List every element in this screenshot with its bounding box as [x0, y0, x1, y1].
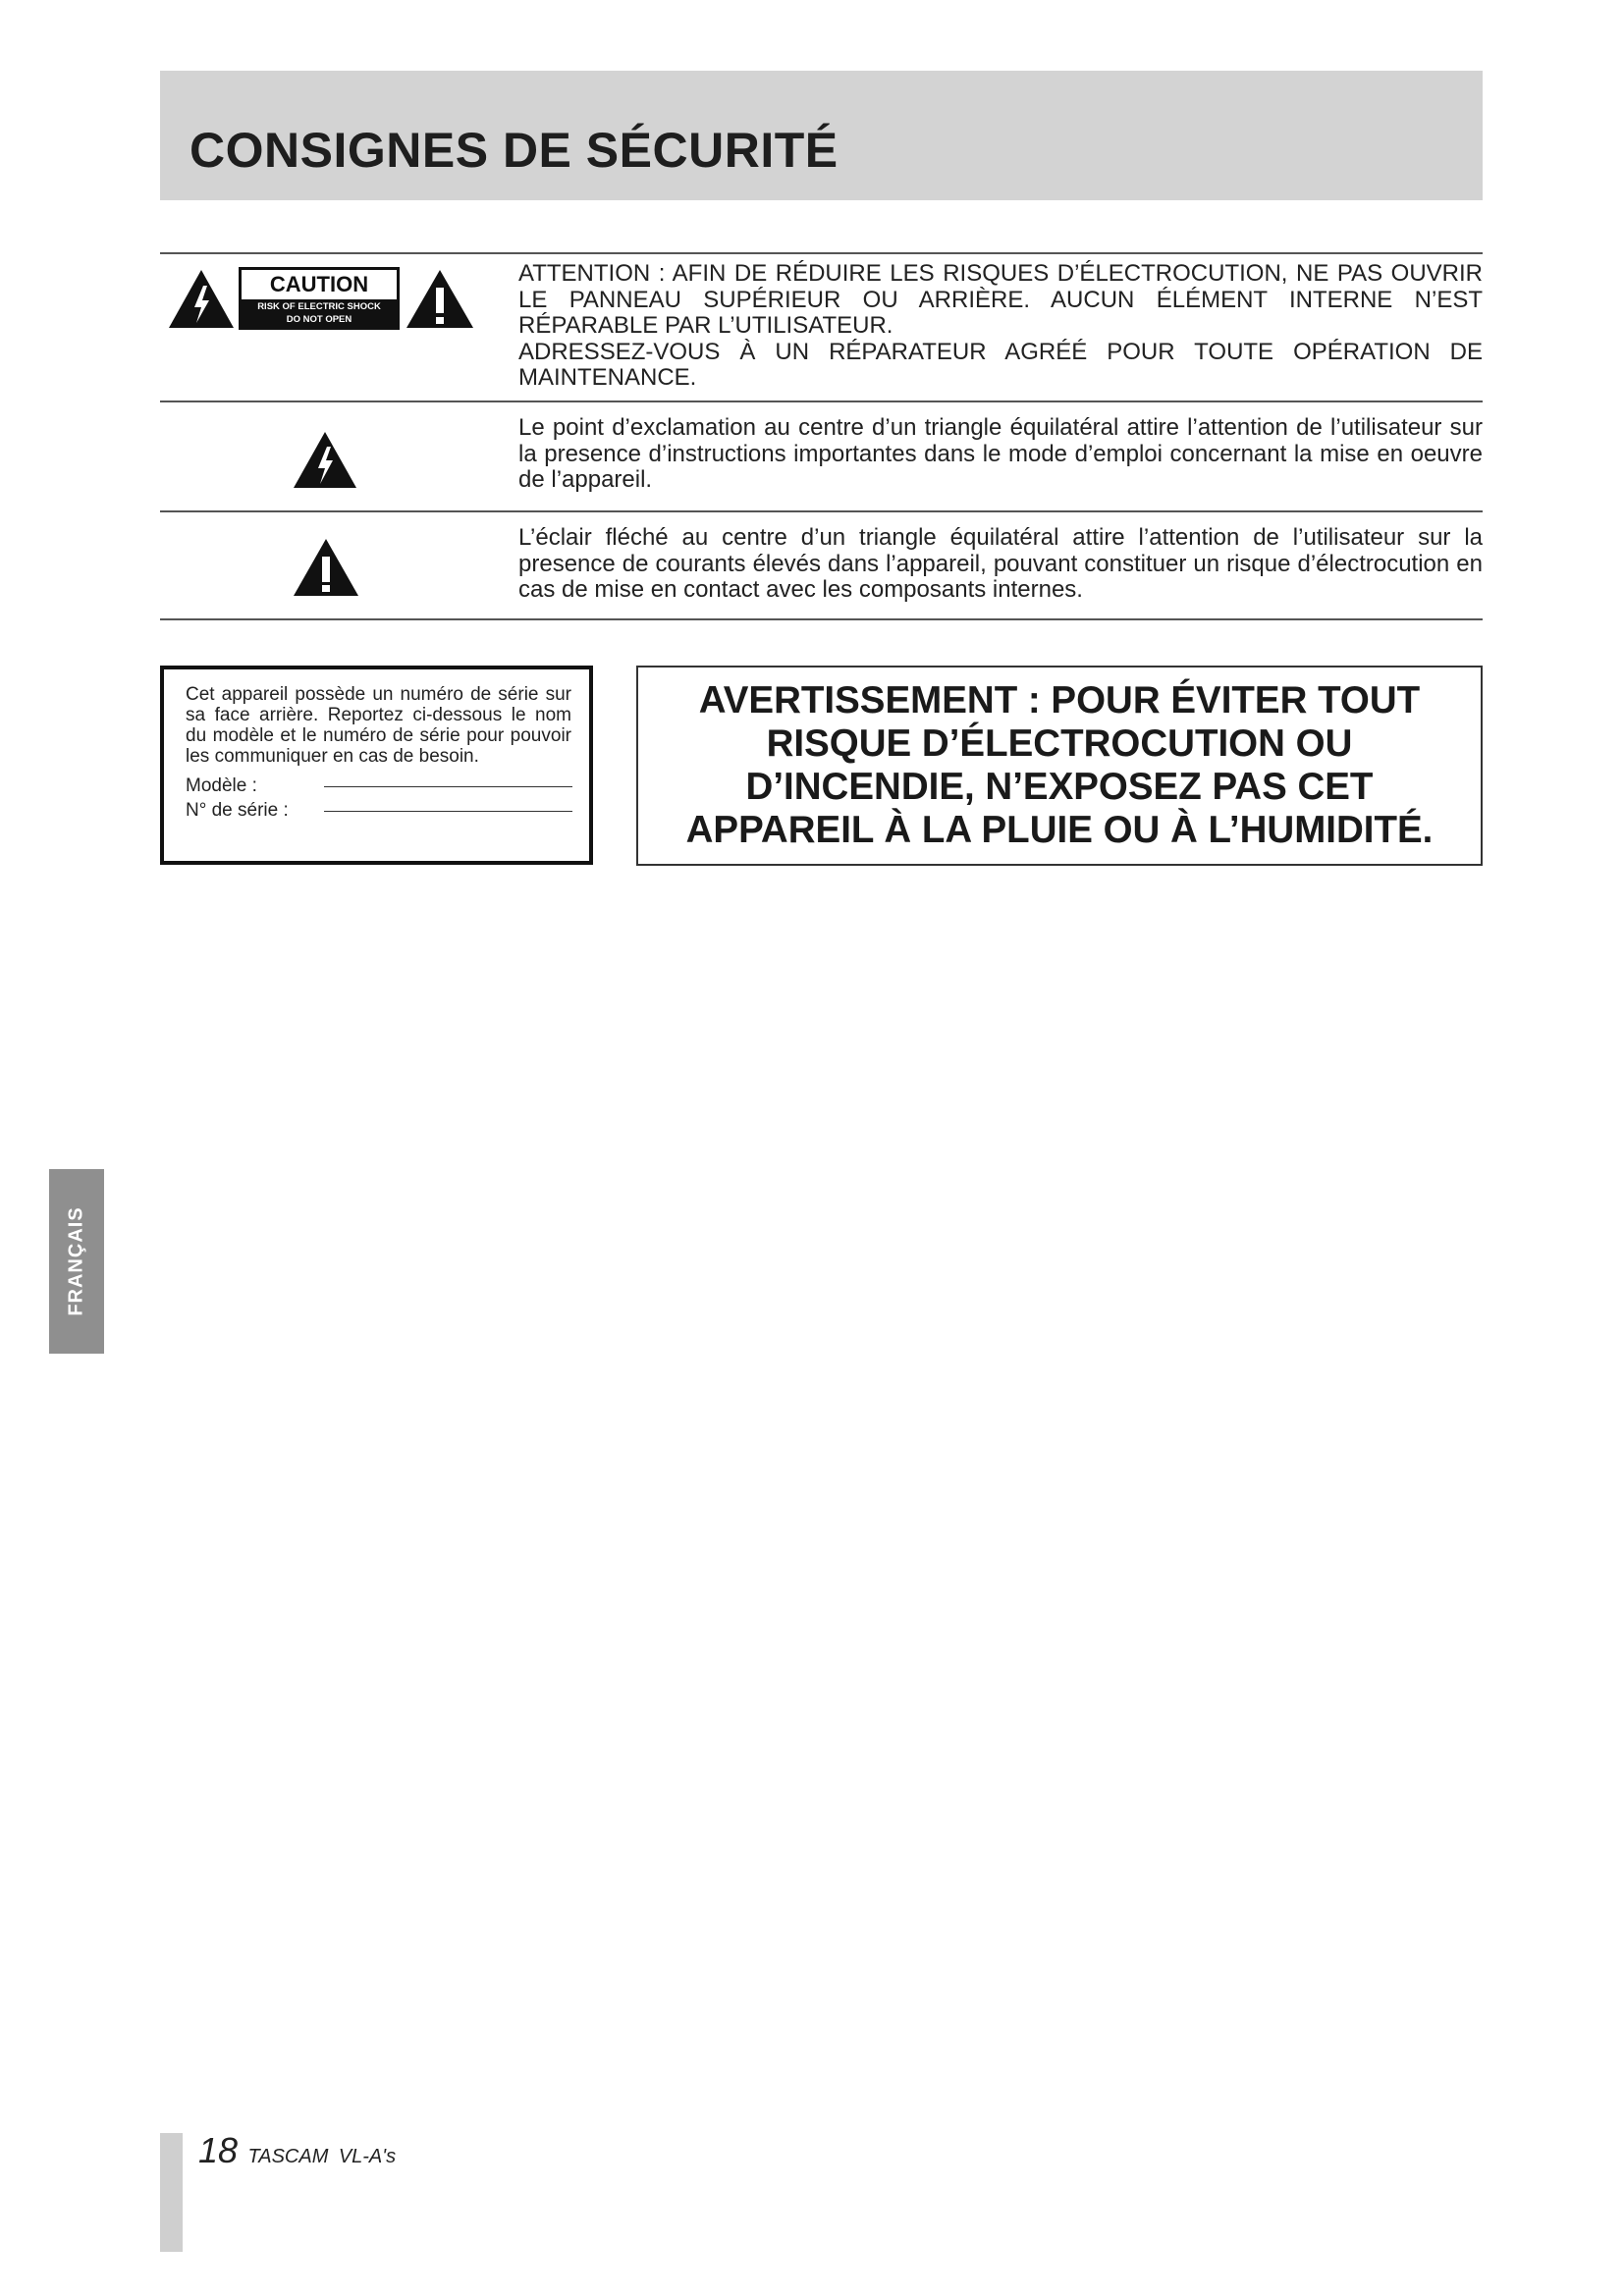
attention-paragraph-2: ADRESSEZ-VOUS À UN RÉPARATEUR AGRÉÉ POUR TOUTE OPÉRATION DE MAINTENANCE.: [518, 338, 1483, 391]
warning-box: [636, 666, 1483, 866]
footer-model: VL-A's: [338, 2146, 397, 2167]
caution-label-line2: DO NOT OPEN: [286, 314, 352, 325]
lightning-triangle-icon: [292, 430, 358, 490]
row-divider-top: [160, 252, 1483, 254]
serial-number-box: [160, 666, 593, 865]
language-tab-label: FRANÇAIS: [65, 1206, 87, 1316]
model-blank-line: [324, 786, 572, 787]
caution-label: [239, 267, 400, 330]
lightning-triangle-icon: [167, 268, 236, 330]
exclamation-triangle-icon: [292, 537, 360, 598]
page-title: CONSIGNES DE SÉCURITÉ: [189, 123, 839, 178]
serial-blank-line: [324, 811, 572, 812]
warning-line-2: RISQUE D’ÉLECTROCUTION OU: [766, 722, 1353, 765]
warning-line-4: APPAREIL À LA PLUIE OU À L’HUMIDITÉ.: [685, 809, 1434, 851]
serial-label: N° de série :: [186, 800, 289, 821]
row-divider-2: [160, 510, 1483, 512]
warning-text: [686, 679, 1434, 852]
attention-paragraph-1: ATTENTION : AFIN DE RÉDUIRE LES RISQUES D’ÉLECTROCUTION, NE PAS OUVRIR LE PANNEAU SUPÉRIEUR OU ARRIÈRE. AUCUN ÉLÉMENT INTERNE N’EST RÉPARABLE PAR L’UTILISATEUR.: [518, 260, 1483, 339]
exclamation-description: Le point d’exclamation au centre d’un triangle équilatéral attire l’attention de l’utilisateur sur la presence d’instructions importantes dans le mode d’emploi concernant la mise en oeuvre de l’appareil.: [518, 414, 1483, 493]
page-footer: [198, 2130, 396, 2171]
language-tab: [49, 1169, 104, 1354]
model-field: [186, 773, 571, 797]
exclamation-triangle-icon: [405, 268, 475, 330]
row-divider-1: [160, 400, 1483, 402]
title-band: [160, 71, 1483, 200]
caution-label-line1: RISK OF ELECTRIC SHOCK: [257, 301, 381, 312]
warning-line-3: D’INCENDIE, N’EXPOSEZ PAS CET: [745, 766, 1374, 808]
serial-field: [186, 797, 571, 822]
lightning-description: L’éclair fléché au centre d’un triangle équilatéral attire l’attention de l’utilisateur sur la presence de courants élevés dans l’appareil, pouvant constituer un risque d’électrocution en cas de mise en contact avec les composants internes.: [518, 524, 1483, 603]
warning-line-1: AVERTISSEMENT : POUR ÉVITER TOUT: [698, 679, 1421, 721]
row-divider-bottom: [160, 618, 1483, 620]
footer-brand: TASCAM: [247, 2146, 329, 2167]
serial-box-text: Cet appareil possède un numéro de série sur sa face arrière. Reportez ci-dessous le nom du modèle et le numéro de série pour pouvoir les communiquer en cas de besoin.: [186, 684, 571, 767]
footer-bar: [160, 2133, 183, 2252]
model-label: Modèle :: [186, 775, 257, 796]
caution-label-subtext: [242, 299, 397, 328]
caution-label-title: CAUTION: [269, 272, 369, 296]
page-number: 18: [198, 2130, 239, 2170]
attention-text: [518, 261, 1483, 392]
